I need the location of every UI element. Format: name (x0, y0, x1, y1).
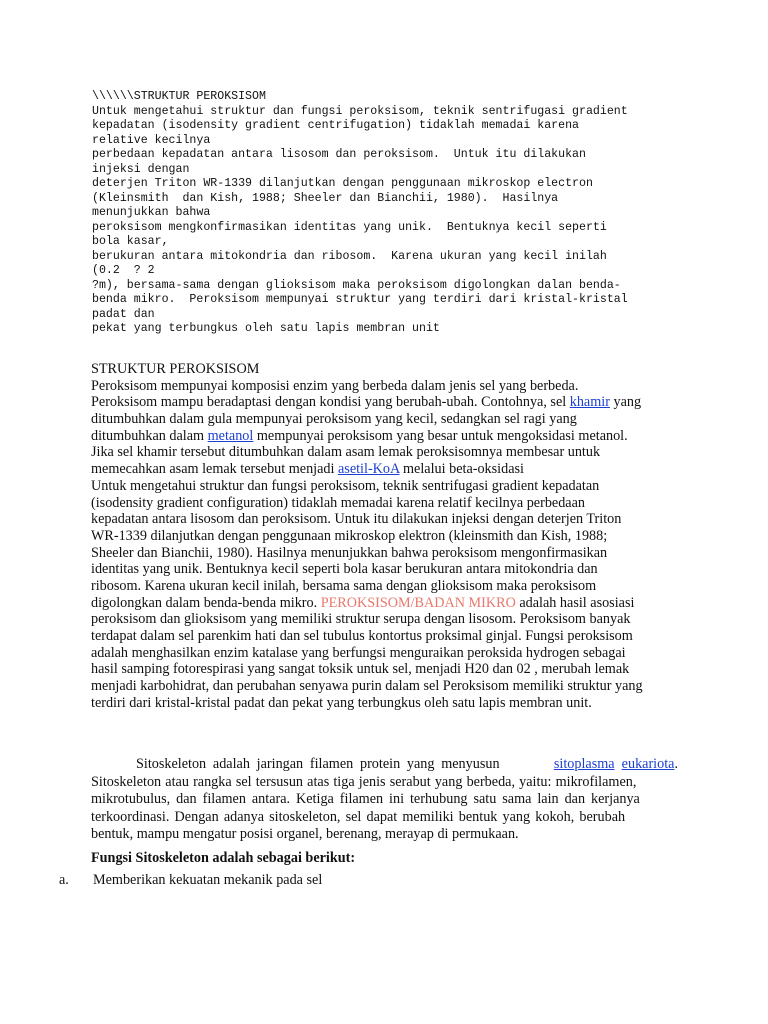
paragraph-line: Untuk mengetahui struktur dan fungsi peroksisom, teknik sentrifugasi gradient kepadatan (91, 477, 600, 494)
link-asetil-koa[interactable]: asetil-KoA (338, 461, 400, 478)
paragraph-line: terkoordinasi. Dengan adanya sitoskeleton, sel dapat memiliki bentuk yang kokoh, berubah (91, 808, 626, 825)
section-heading: STRUKTUR PEROKSISOM (91, 361, 260, 377)
section-heading: Fungsi Sitoskeleton adalah sebagai berikut: (91, 849, 356, 866)
text-span (615, 756, 622, 772)
paragraph-line: (isodensity gradient configuration) tidaklah memadai karena relatif kecilnya perbedaan (91, 494, 585, 511)
paragraph-line: bentuk, mampu mengatur posisi organel, berenang, merayap di permukaan. (91, 826, 519, 842)
paragraph-line: terdiri dari kristal-kristal padat dan pekat yang terbungkus oleh satu lapis membran unit. (91, 694, 592, 711)
mono-line: \\\\\\STRUKTUR PEROKSISOM (92, 90, 266, 103)
paragraph-line (91, 756, 678, 774)
list-item (59, 872, 322, 889)
mono-line: padat dan (92, 307, 155, 321)
mono-line: deterjen Triton WR-1339 dilanjutkan dengan penggunaan mikroskop electron (92, 177, 593, 190)
text-span: yang (609, 394, 642, 411)
paragraph-line: adalah menghasilkan enzim katalase yang berfungsi menguraikan peroksida hydrogen sebagai (91, 644, 626, 661)
list-marker: a. (59, 872, 69, 888)
mono-line: peroksisom mengkonfirmasikan identitas yang unik. Bentuknya kecil seperti (92, 220, 607, 234)
mono-line: Untuk mengetahui struktur dan fungsi peroksisom, teknik sentrifugasi gradient (92, 104, 628, 118)
paragraph-line: mikrotubulus, dan filamen antara. Ketiga filamen ini terhubung satu sama lain dan kerjanya (91, 791, 640, 807)
paragraph-line: WR-1339 dilanjutkan dengan penggunaan mikroskop elektron (kleinsmith dan Kish, 1988; (91, 527, 608, 544)
mono-line: (Kleinsmith dan Kish, 1988; Sheeler dan Bianchii, 1980). Hasilnya (92, 191, 559, 205)
paragraph-line: hasil samping fotorespirasi yang sangat toksik untuk sel, menjadi H20 dan 02 , merubah lemak (91, 661, 630, 678)
text-span: mempunyai peroksisom yang besar untuk mengoksidasi metanol. (253, 427, 628, 444)
text-span: memecahkan asam lemak tersebut menjadi (91, 461, 338, 478)
mono-line: ?m), bersama-sama dengan glioksisom maka peroksisom digolongkan dalan benda- (92, 278, 621, 292)
paragraph-line (91, 461, 691, 478)
list-item-text: Memberikan kekuatan mekanik pada sel (93, 872, 323, 888)
mono-line: (0.2 ? 2 (92, 264, 155, 277)
mono-line: pekat yang terbungkus oleh satu lapis membran unit (92, 322, 440, 335)
text-span: . (674, 756, 678, 772)
mono-line: bola kasar, (92, 235, 169, 248)
paragraph-line: identitas yang unik. Bentuknya kecil seperti bola kasar berukuran antara mitokondria dan (91, 561, 598, 578)
paragraph-line (91, 595, 691, 612)
paragraph-line: Sheeler dan Bianchii, 1980). Hasilnya menunjukkan bahwa peroksisom mengonfirmasikan (91, 544, 608, 561)
mono-line: relative kecilnya (92, 133, 211, 147)
cytoskeleton-section (91, 756, 678, 867)
highlighted-term: PEROKSISOM/BADAN MIKRO (320, 594, 516, 611)
peroxisome-section (91, 361, 691, 711)
mono-line: menunjukkan bahwa (92, 206, 211, 219)
mono-line: kepadatan (isodensity gradient centrifugation) tidaklah memadai karena (92, 119, 580, 132)
monospace-text-block (92, 90, 692, 337)
link-khamir[interactable]: khamir (569, 394, 610, 411)
link-eukariota[interactable]: eukariota (621, 756, 675, 772)
text-span: melalui beta-oksidasi (399, 461, 524, 478)
text-span: Sitoskeleton adalah jaringan filamen protein yang menyusun (136, 756, 500, 772)
paragraph-line: Sitoskeleton atau rangka sel tersusun atas tiga jenis serabut yang berbeda, yaitu: mikrofilamen, (91, 773, 637, 790)
text-span: digolongkan dalam benda-benda mikro. (91, 594, 321, 611)
text-span: ditumbuhkan dalam (91, 427, 208, 444)
mono-line: benda mikro. Peroksisom mempunyai struktur yang terdiri dari kristal-kristal (92, 293, 628, 306)
mono-line: berukuran antara mitokondria dan ribosom. Karena ukuran yang kecil inilah (92, 249, 607, 263)
paragraph-line (91, 394, 691, 411)
link-sitoplasma[interactable]: sitoplasma (553, 756, 615, 772)
link-metanol[interactable]: metanol (207, 427, 254, 444)
paragraph-line: Jika sel khamir tersebut ditumbuhkan dalam asam lemak peroksisomnya membesar untuk (91, 444, 601, 461)
paragraph-line: Peroksisom mempunyai komposisi enzim yang berbeda dalam jenis sel yang berbeda. (91, 377, 579, 394)
paragraph-line: ribosom. Karena ukuran kecil inilah, bersama sama dengan glioksisom maka peroksisom (91, 577, 597, 594)
paragraph-line: peroksisom dan glioksisom yang memiliki struktur serupa dengan lisosom. Peroksisom banyak (91, 611, 631, 628)
paragraph-line: terdapat dalam sel parenkim hati dan sel tubulus kontortus proksimal ginjal. Fungsi peroksisom (91, 628, 633, 644)
paragraph-line: ditumbuhkan dalam gula mempunyai peroksisom yang kecil, sedangkan sel ragi yang (91, 411, 577, 428)
text-span: adalah hasil asosiasi (515, 594, 635, 611)
paragraph-line (91, 428, 691, 445)
paragraph-line: menjadi karbohidrat, dan perubahan senyawa purin dalam sel Peroksisom memiliki struktur yang (91, 678, 643, 695)
mono-line: perbedaan kepadatan antara lisosom dan peroksisom. Untuk itu dilakukan (92, 148, 586, 161)
mono-line: injeksi dengan (92, 162, 190, 176)
text-span: Peroksisom mampu beradaptasi dengan kondisi yang berubah-ubah. Contohnya, sel (91, 394, 570, 411)
link-group (554, 756, 678, 774)
paragraph-line: kepadatan antara lisosom dan peroksisom. Untuk itu dilakukan injeksi dengan deterjen Triton (91, 511, 622, 528)
